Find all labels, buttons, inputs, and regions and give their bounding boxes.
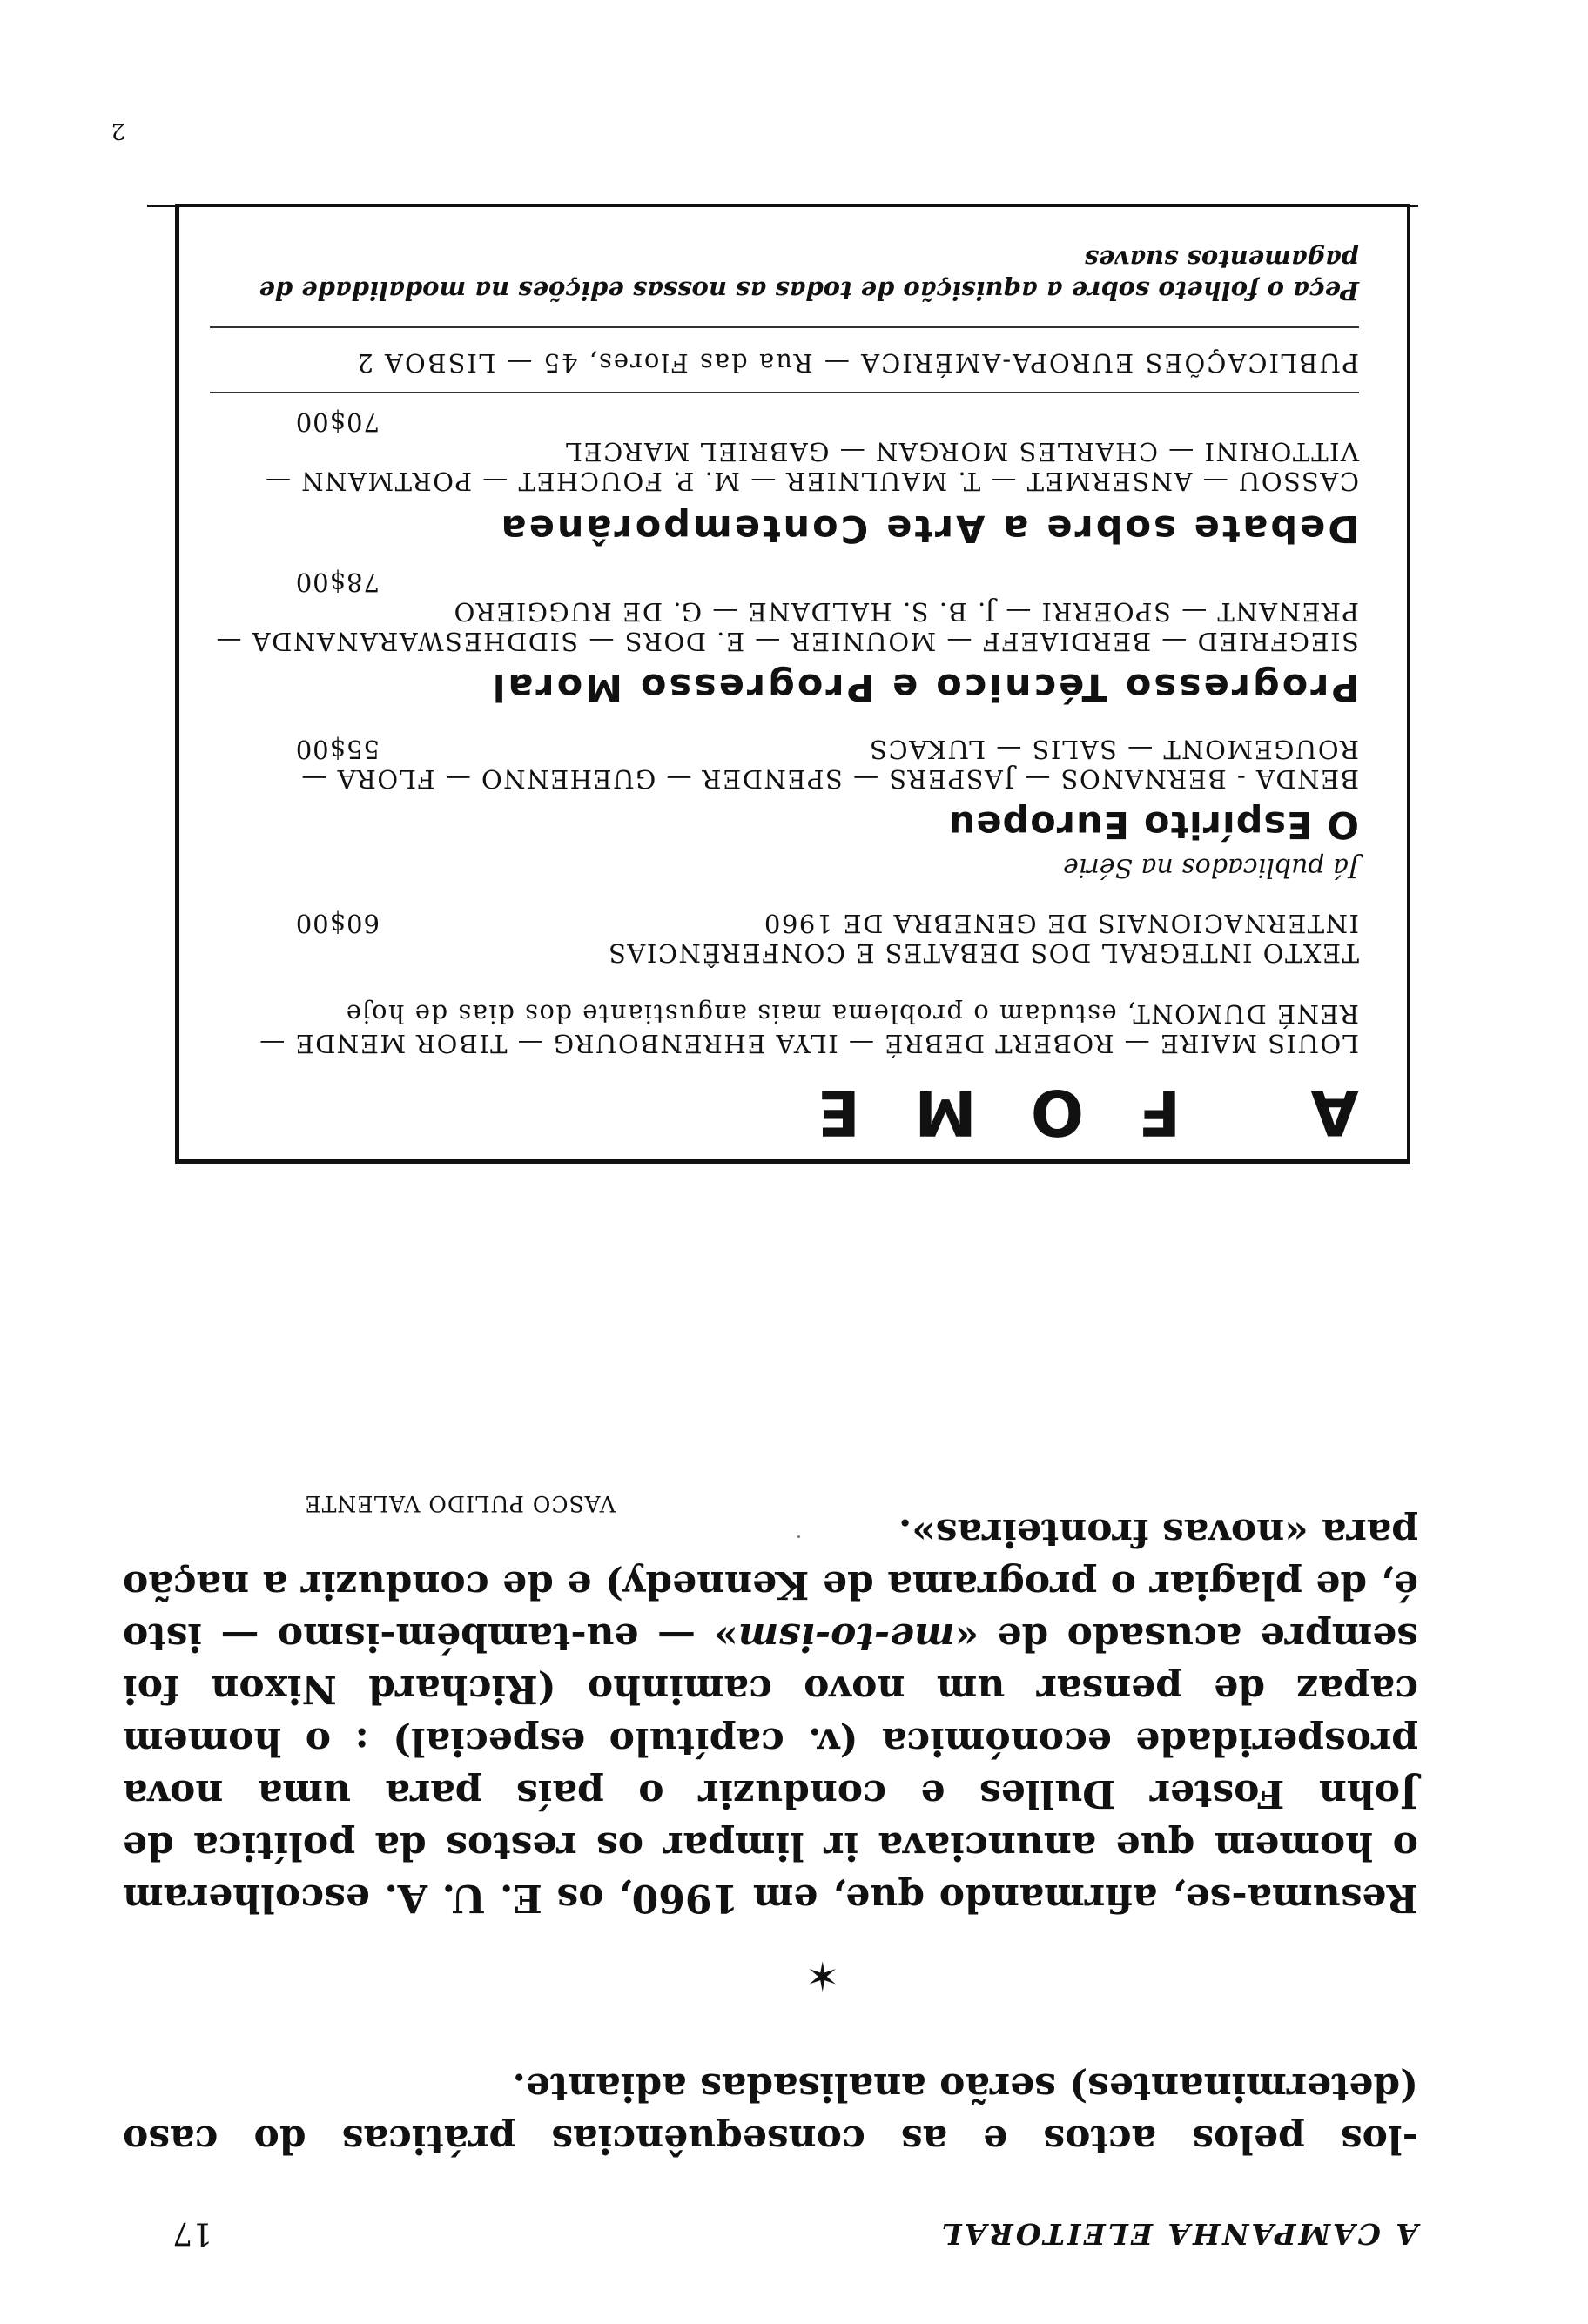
advert-rule-2 — [210, 326, 1359, 328]
advert-price-4: 70$00 — [294, 407, 380, 437]
advert-block1b-text: TEXTO INTEGRAL DOS DEBATES E CONFERÊNCIAS INTERNACIONAIS DE GENEBRA DE 1960 — [607, 909, 1359, 968]
running-title: A CAMPANHA ELEITORAL — [939, 2217, 1418, 2251]
paragraph-1: -los pelos actos e as consequências práticas do caso (determinantes) serão analisadas adiante. — [123, 2065, 1418, 2161]
footer-page-number: 2 — [111, 118, 125, 144]
advert-title: A FOME — [763, 1076, 1359, 1149]
advert-sub2-authors: SIEGFRIED — BERDIAEFF — MOUNIER — E. DORS — SIDDHESWARANANDA — PRENANT — SPOERRI — J. B. S. HALDANE — G. DE RUGGIERO — [214, 597, 1359, 656]
advert-block1-text: LOUIS MAIRE — ROBERT DEBRÉ — ILYA EHRENBOURG — TIBOR MENDE — RENÉ DUMONT, estudam o problema mais angustiante dos dias de hoje — [258, 999, 1359, 1058]
page-number: 17 — [172, 2215, 212, 2251]
author-signature: VASCO PULIDO VALENTE — [304, 1491, 616, 1516]
advert-price-3: 78$00 — [294, 568, 380, 597]
advert-subtitle-1: O Espírito Europeu — [947, 803, 1359, 846]
advert-sub1-authors: BENDA - BERNANOS — JASPERS — SPENDER — GUEHENNO — FLORA — ROUGEMONT — SALIS — LUKACS — [299, 735, 1359, 794]
stray-dot — [797, 1535, 800, 1538]
paragraph-2 — [123, 1506, 1418, 1924]
advert-price-2: 55$00 — [294, 735, 380, 764]
bottom-rule — [147, 205, 1418, 207]
advertisement-box — [175, 204, 1410, 1164]
advert-sub3-authors: CASSOU — ANSERMET — T. MAULNIER — M. P. FOUCHET — PORTMANN — VITTORINI — CHARLES MORGAN — GABRIEL MARCEL — [264, 437, 1359, 496]
paragraph-2-part2: » — eu-também-ismo — isto é, de plagiar o programa de Kennedy) e de conduzir a nação para «novas fronteiras». — [123, 1510, 1418, 1659]
paragraph-2-part1: Resuma-se, afirmando que, em 1960, os E. U. A. escolheram o homem que anunciava ir limpar os restos da política de John Foster Dulles e conduzir o país para uma nova prosperidade económica (v. capítulo especial) : o homem capaz de pensar um novo caminho (Richard Nixon foi sempre acusado de « — [123, 1615, 1418, 1920]
section-separator-star: ✶ — [805, 1952, 839, 1999]
advert-publisher: PUBLICAÇÕES EUROPA-AMÉRICA — Rua das Flores, 45 — LISBOA 2 — [355, 348, 1359, 378]
advert-rule-1 — [210, 392, 1359, 393]
paragraph-2-italic: me-to-ism — [737, 1615, 955, 1659]
advert-series-note: Já publicados na Série — [1063, 852, 1359, 883]
advert-subtitle-3: Debate sobre a Arte Contemporânea — [498, 507, 1359, 550]
advert-price-1: 60$00 — [294, 909, 380, 938]
advert-subtitle-2: Progresso Técnico e Progresso Moral — [489, 665, 1359, 709]
advert-footer-note: Peça o folheto sobre a aquisição de todas as nossas edições na modalidade de pagamentos suaves — [259, 245, 1359, 306]
